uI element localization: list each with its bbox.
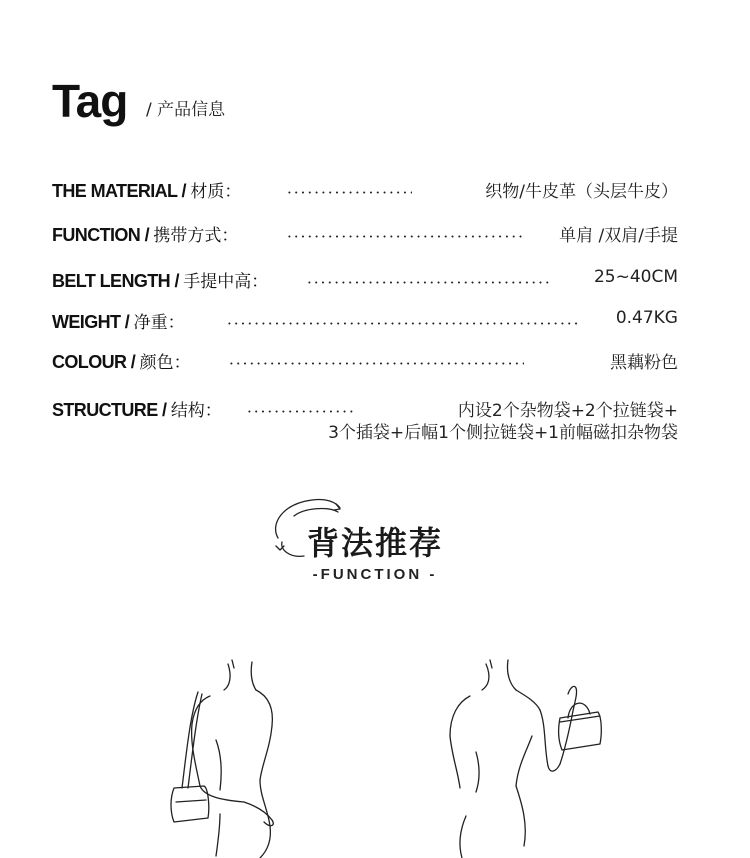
tag-subtitle: / 产品信息: [146, 100, 226, 120]
spec-value: 单肩 /双肩/手提: [559, 226, 678, 246]
spec-row-weight: [52, 308, 678, 334]
spec-value: 织物/牛皮革（头层牛皮）: [485, 182, 678, 202]
spec-label: THE MATERIAL / 材质：: [52, 181, 242, 202]
spec-label: STRUCTURE / 结构：: [52, 400, 222, 421]
spec-row-colour: [52, 348, 678, 374]
spec-value: 黑藕粉色: [610, 353, 678, 373]
spec-row-material: [52, 177, 678, 203]
function-title: 背法推荐: [306, 524, 443, 562]
spec-value: 内设2个杂物袋+2个拉链袋+: [457, 401, 678, 421]
hand-carry-illustration: [436, 656, 606, 858]
spec-value: 25~40CM: [593, 267, 678, 287]
spec-label: WEIGHT / 净重：: [52, 312, 185, 333]
spec-row-structure: [52, 396, 678, 442]
dotted-leader: [306, 281, 550, 284]
spec-value: 0.47KG: [615, 308, 678, 328]
dotted-leader: [226, 322, 580, 325]
tag-title: Tag: [52, 75, 128, 127]
dotted-leader: [228, 362, 524, 365]
spec-label: COLOUR / 颜色：: [52, 352, 191, 373]
dotted-leader: [286, 191, 412, 194]
spec-value-line2: 3个插袋+后幅1个侧拉链袋+1前幅磁扣杂物袋: [328, 423, 678, 443]
spec-label: FUNCTION / 携带方式：: [52, 225, 239, 246]
dotted-leader: [246, 410, 356, 413]
shoulder-carry-illustration: [160, 656, 290, 858]
spec-row-belt-length: [52, 267, 678, 293]
function-subtitle: -FUNCTION -: [312, 566, 438, 583]
spec-row-function: [52, 221, 678, 247]
dotted-leader: [286, 235, 524, 238]
spec-label: BELT LENGTH / 手提中高：: [52, 271, 269, 292]
